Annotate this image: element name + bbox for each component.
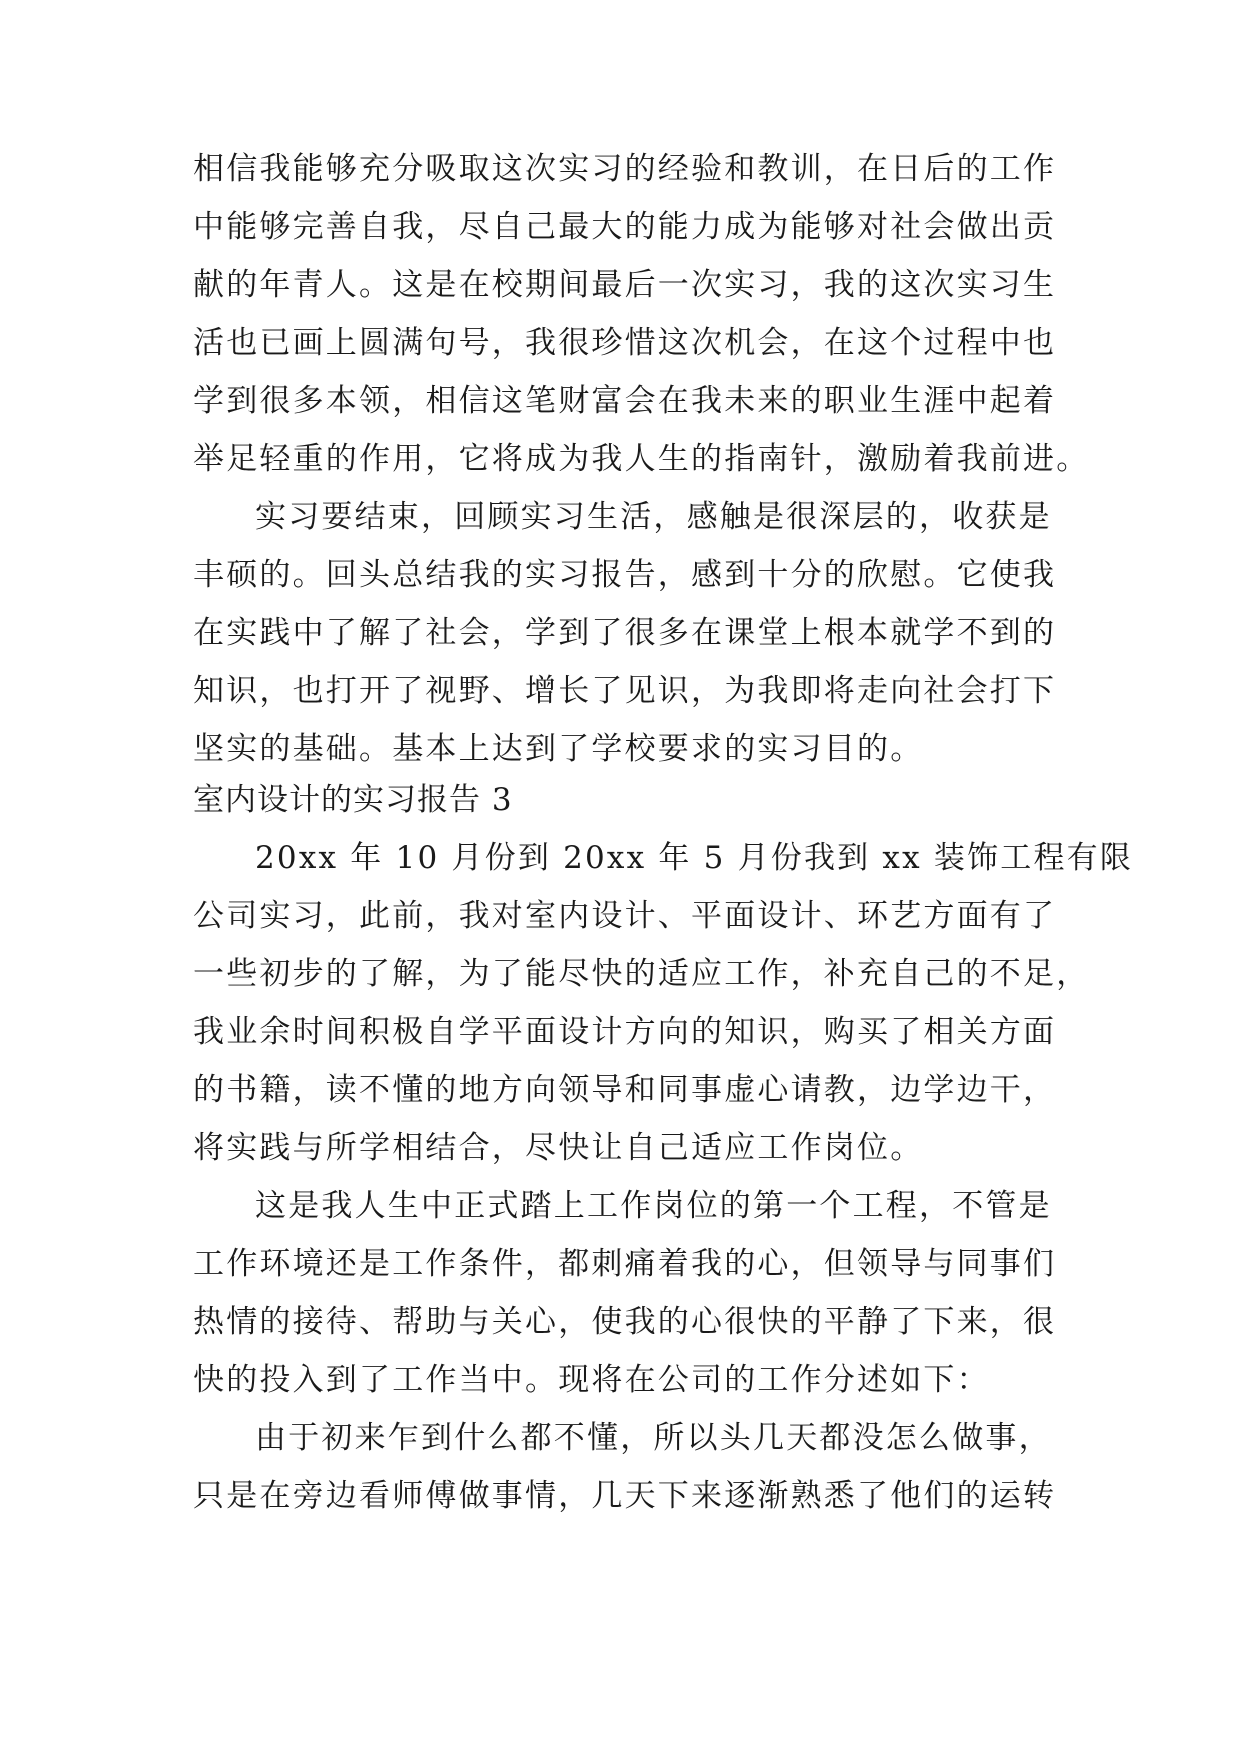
text-line: 的书籍，读不懂的地方向领导和同事虚心请教，边学边干， [193,1072,1057,1108]
text-line: 活也已画上圆满句号，我很珍惜这次机会，在这个过程中也 [193,325,1057,361]
text-line: 公司实习，此前，我对室内设计、平面设计、环艺方面有了 [193,898,1057,934]
text-line: 热情的接待、帮助与关心，使我的心很快的平静了下来，很 [193,1304,1057,1340]
text-line: 将实践与所学相结合，尽快让自己适应工作岗位。 [193,1130,924,1166]
text-line: 只是在旁边看师傅做事情，几天下来逐渐熟悉了他们的运转 [193,1478,1057,1514]
text-line: 工作环境还是工作条件，都刺痛着我的心，但领导与同事们 [193,1246,1057,1282]
text-line: 学到很多本领，相信这笔财富会在我未来的职业生涯中起着 [193,383,1057,419]
text-line: 一些初步的了解，为了能尽快的适应工作，补充自己的不足， [193,956,1090,992]
section-heading: 室内设计的实习报告 3 [193,782,513,818]
text-line: 献的年青人。这是在校期间最后一次实习，我的这次实习生 [193,267,1057,303]
text-line: 快的投入到了工作当中。现将在公司的工作分述如下： [193,1362,990,1398]
paragraph-first-line: 这是我人生中正式踏上工作岗位的第一个工程，不管是 [255,1188,1052,1224]
text-line: 坚实的基础。基本上达到了学校要求的实习目的。 [193,731,924,767]
text-line: 丰硕的。回头总结我的实习报告，感到十分的欣慰。它使我 [193,557,1057,593]
text-line: 中能够完善自我，尽自己最大的能力成为能够对社会做出贡 [193,209,1057,245]
text-line: 我业余时间积极自学平面设计方向的知识，购买了相关方面 [193,1014,1057,1050]
paragraph-first-line: 实习要结束，回顾实习生活，感触是很深层的，收获是 [255,499,1052,535]
paragraph-first-line: 20xx 年 10 月份到 20xx 年 5 月份我到 xx 装饰工程有限 [255,840,1134,876]
text-line: 相信我能够充分吸取这次实习的经验和教训，在日后的工作 [193,151,1057,187]
paragraph-first-line: 由于初来乍到什么都不懂，所以头几天都没怎么做事， [255,1420,1052,1456]
text-line: 在实践中了解了社会，学到了很多在课堂上根本就学不到的 [193,615,1057,651]
text-line: 知识，也打开了视野、增长了见识，为我即将走向社会打下 [193,673,1057,709]
text-line: 举足轻重的作用，它将成为我人生的指南针，激励着我前进。 [193,441,1090,477]
